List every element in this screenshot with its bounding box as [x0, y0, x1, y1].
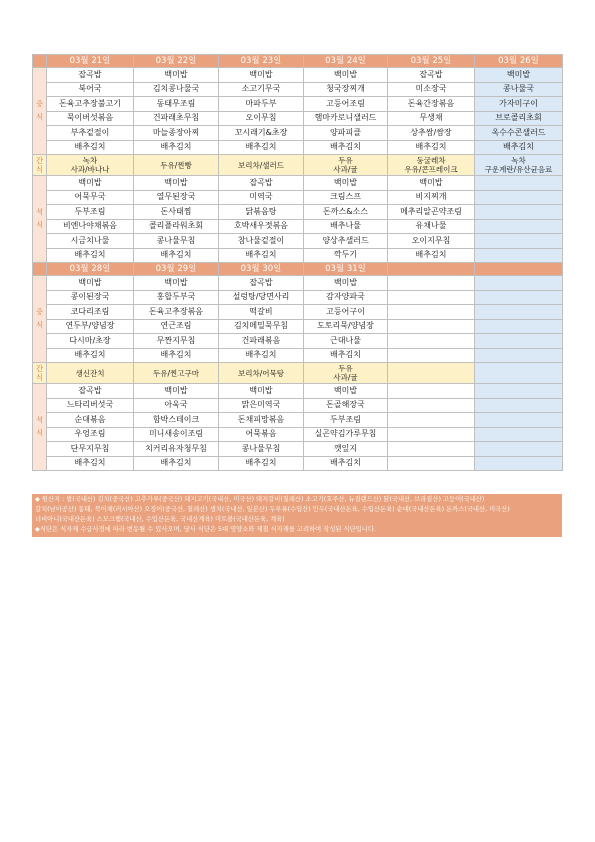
menu-item-cell: 두부조림: [47, 205, 134, 220]
menu-item-cell: 무짠지무침: [134, 334, 219, 349]
lunch-row: [33, 276, 563, 291]
menu-item-cell: 깻잎지: [304, 442, 388, 457]
dinner-label: 석식: [33, 384, 47, 471]
snack-line: 사과/귤: [333, 373, 358, 382]
snack-line: 두유/찐고구마: [153, 368, 199, 378]
menu-item-cell: 백미밥: [388, 176, 475, 191]
menu-item-cell: 배추김치: [304, 140, 388, 155]
menu-item-cell: [475, 190, 563, 205]
menu-item-cell: [475, 413, 563, 428]
weekly-meal-table: [32, 54, 563, 471]
menu-item-cell: [475, 348, 563, 363]
menu-item-cell: 콩이된장국: [47, 290, 134, 305]
menu-item-cell: 가자미구이: [475, 97, 563, 112]
menu-item-cell: [388, 290, 475, 305]
menu-item-cell: 상추쌈/쌈장: [388, 126, 475, 141]
date-header-cell: 03월 30일: [219, 263, 304, 276]
menu-item-cell: 미소장국: [388, 82, 475, 97]
snack-line: 녹차: [82, 156, 98, 165]
menu-item-cell: [388, 334, 475, 349]
menu-item-cell: 오이무침: [219, 111, 304, 126]
note-line: 너비아니(국내산돈육) 스모크햄(국내산, 수입산돈육, 국내산계육) 미트볼(국내산돈육, 계육): [35, 516, 285, 523]
snack-cell: [388, 363, 475, 384]
menu-item-cell: 치커리유자청무침: [134, 442, 219, 457]
header-corner-cell: [33, 55, 47, 68]
menu-item-cell: 배추김치: [134, 348, 219, 363]
note-line: 갈치(남아공산) 동태, 북어채(러시아산) 오징어(중국산, 칠레산) 생치(국내산, 일본산) 두부류(수입산) 만두(국내산돈육, 수입산돈육) 순대(국내산돈육) 돈까스(국내산, 미국산): [35, 506, 510, 513]
menu-item-cell: [475, 290, 563, 305]
menu-item-cell: [475, 384, 563, 399]
menu-item-cell: 김치콩나물국: [134, 82, 219, 97]
dinner-row: [33, 234, 563, 249]
menu-item-cell: [475, 234, 563, 249]
snack-line: 녹차: [511, 156, 526, 165]
lunch-row: [33, 97, 563, 112]
menu-item-cell: 다시마/초장: [47, 334, 134, 349]
menu-item-cell: 백미밥: [475, 68, 563, 83]
menu-item-cell: 고등어조림: [304, 97, 388, 112]
lunch-row: [33, 82, 563, 97]
note-line: ◆ 원산지 : 쌀(국내산) 김치(중국산) 고추가루(중국산) 돼지고기(국내산, 미국산) 돼지갈비(칠레산) 소고기(호주산, 뉴질랜드산) 닭(국내산, 브라질산) 고등어(국내산): [35, 496, 485, 503]
menu-item-cell: 시금치나물: [47, 234, 134, 249]
menu-item-cell: 콜리플라워초회: [134, 219, 219, 234]
menu-item-cell: 배추김치: [47, 456, 134, 471]
menu-item-cell: 깍두기: [304, 248, 388, 263]
lunch-row: [33, 348, 563, 363]
dinner-row: [33, 398, 563, 413]
menu-item-cell: 건파래초무침: [134, 111, 219, 126]
menu-item-cell: 백미밥: [219, 68, 304, 83]
menu-item-cell: [475, 398, 563, 413]
lunch-row: [33, 305, 563, 320]
menu-item-cell: 백미밥: [219, 384, 304, 399]
menu-item-cell: 도토리묵/양념장: [304, 319, 388, 334]
menu-item-cell: 양상추샐러드: [304, 234, 388, 249]
snack-row: [33, 363, 563, 384]
menu-item-cell: 유채나물: [388, 219, 475, 234]
menu-item-cell: 오이지무침: [388, 234, 475, 249]
menu-item-cell: 배추김치: [134, 248, 219, 263]
date-header-cell: 03월 29일: [134, 263, 219, 276]
origin-and-notice-box: [32, 494, 562, 537]
menu-item-cell: 김치메밀묵무침: [219, 319, 304, 334]
snack-cell: [47, 155, 134, 176]
snack-line: 두유: [338, 364, 353, 373]
snack-cell: [47, 363, 134, 384]
snack-line: 보리차/샐러드: [238, 160, 284, 170]
menu-item-cell: [388, 442, 475, 457]
menu-item-cell: 돈사태찜: [134, 205, 219, 220]
snack-cell: [219, 155, 304, 176]
menu-item-cell: 동태무조림: [134, 97, 219, 112]
lunch-row: [33, 68, 563, 83]
menu-item-cell: 배추김치: [134, 456, 219, 471]
dinner-row: [33, 176, 563, 191]
header-corner-cell: [33, 263, 47, 276]
snack-cell: [219, 363, 304, 384]
snack-cell: [475, 363, 563, 384]
menu-item-cell: 브로콜리초회: [475, 111, 563, 126]
menu-item-cell: 무생채: [388, 111, 475, 126]
menu-item-cell: [475, 427, 563, 442]
menu-item-cell: 두부조림: [304, 413, 388, 428]
snack-line: 사과/귤: [333, 165, 358, 174]
note-line: ◆식단은 식자재 수급사정에 따라 변동될 수 있사오며, 당사 식단은 5대 영양소와 제철 식자재를 고려하여 작성된 식단입니다.: [35, 526, 376, 533]
menu-item-cell: 순대볶음: [47, 413, 134, 428]
date-header-cell: 03월 22일: [134, 55, 219, 68]
date-header-cell: 03월 23일: [219, 55, 304, 68]
menu-item-cell: 근대나물: [304, 334, 388, 349]
lunch-label: 중식: [33, 276, 47, 363]
menu-item-cell: 느타리버섯국: [47, 398, 134, 413]
menu-item-cell: 고등어구이: [304, 305, 388, 320]
menu-item-cell: [475, 319, 563, 334]
lunch-row: [33, 334, 563, 349]
menu-item-cell: 배추김치: [47, 140, 134, 155]
menu-item-cell: 잡곡밥: [219, 276, 304, 291]
menu-item-cell: [475, 219, 563, 234]
snack-label: 간식: [33, 155, 47, 176]
menu-item-cell: 어묵볶음: [219, 427, 304, 442]
menu-item-cell: 콩나물국: [475, 82, 563, 97]
dinner-row: [33, 413, 563, 428]
snack-cell: [475, 155, 563, 176]
menu-item-cell: [388, 276, 475, 291]
menu-item-cell: 북어국: [47, 82, 134, 97]
snack-line: 우유/콘프레이크: [404, 165, 458, 174]
lunch-row: [33, 140, 563, 155]
menu-item-cell: 단무지무침: [47, 442, 134, 457]
menu-item-cell: 묵이버섯볶음: [47, 111, 134, 126]
dinner-row: [33, 384, 563, 399]
menu-item-cell: 백미밥: [134, 176, 219, 191]
menu-item-cell: [388, 456, 475, 471]
menu-item-cell: [475, 442, 563, 457]
menu-item-cell: [475, 248, 563, 263]
dinner-row: [33, 427, 563, 442]
menu-item-cell: 돈채피망볶음: [219, 413, 304, 428]
date-header-cell: 03월 28일: [47, 263, 134, 276]
dinner-row: [33, 248, 563, 263]
menu-item-cell: 백미밥: [134, 384, 219, 399]
snack-cell: [134, 363, 219, 384]
menu-item-cell: 떡갈비: [219, 305, 304, 320]
date-header-cell: [388, 263, 475, 276]
snack-cell: [304, 155, 388, 176]
menu-item-cell: 백미밥: [134, 276, 219, 291]
date-header-cell: 03월 31일: [304, 263, 388, 276]
menu-item-cell: 배추김치: [219, 140, 304, 155]
menu-item-cell: 배추김치: [388, 248, 475, 263]
menu-item-cell: [475, 305, 563, 320]
menu-item-cell: 배추김치: [304, 348, 388, 363]
menu-item-cell: 미니새송이조림: [134, 427, 219, 442]
menu-item-cell: 배추김치: [219, 456, 304, 471]
menu-item-cell: 배추김치: [47, 248, 134, 263]
menu-item-cell: 호박새우젓볶음: [219, 219, 304, 234]
menu-item-cell: [388, 348, 475, 363]
menu-item-cell: 돈육간장볶음: [388, 97, 475, 112]
dinner-label: 석식: [33, 176, 47, 263]
menu-item-cell: 실곤약김가루무침: [304, 427, 388, 442]
date-header-cell: 03월 25일: [388, 55, 475, 68]
menu-item-cell: [475, 334, 563, 349]
menu-item-cell: 배추나물: [304, 219, 388, 234]
menu-item-cell: 배추김치: [219, 348, 304, 363]
menu-item-cell: 메추리알곤약조림: [388, 205, 475, 220]
menu-item-cell: [388, 427, 475, 442]
date-header-cell: 03월 26일: [475, 55, 563, 68]
menu-item-cell: 열무된장국: [134, 190, 219, 205]
menu-item-cell: 아욱국: [134, 398, 219, 413]
dinner-row: [33, 205, 563, 220]
menu-item-cell: 배추김치: [47, 348, 134, 363]
menu-item-cell: 비지찌개: [388, 190, 475, 205]
menu-item-cell: 배추김치: [304, 456, 388, 471]
date-header-row: [33, 55, 563, 68]
lunch-label: 중식: [33, 68, 47, 155]
menu-item-cell: 콩나물무침: [219, 442, 304, 457]
menu-item-cell: 건파래볶음: [219, 334, 304, 349]
menu-item-cell: 비엔나야채볶음: [47, 219, 134, 234]
menu-item-cell: 돈육고추장불고기: [47, 97, 134, 112]
menu-item-cell: [388, 398, 475, 413]
menu-item-cell: 배추김치: [219, 248, 304, 263]
menu-item-cell: 어묵무국: [47, 190, 134, 205]
menu-item-cell: [475, 205, 563, 220]
snack-cell: [388, 155, 475, 176]
menu-item-cell: [388, 384, 475, 399]
menu-item-cell: [388, 413, 475, 428]
menu-item-cell: 홍합두부국: [134, 290, 219, 305]
date-header-cell: [475, 263, 563, 276]
menu-item-cell: 크림스프: [304, 190, 388, 205]
menu-item-cell: 배추김치: [475, 140, 563, 155]
dinner-row: [33, 442, 563, 457]
snack-line: 사과/바나나: [70, 165, 110, 174]
snack-line: 둥굴레차: [416, 156, 446, 165]
menu-item-cell: 연두부/양념장: [47, 319, 134, 334]
dinner-row: [33, 190, 563, 205]
lunch-row: [33, 126, 563, 141]
menu-item-cell: 감자양파국: [304, 290, 388, 305]
snack-cell: [304, 363, 388, 384]
snack-line: 구운계란/유산균음료: [484, 165, 553, 174]
snack-line: 생신잔치: [75, 368, 105, 378]
menu-item-cell: 돈까스&소스: [304, 205, 388, 220]
menu-item-cell: 미역국: [219, 190, 304, 205]
menu-item-cell: [388, 305, 475, 320]
menu-item-cell: 함박스테이크: [134, 413, 219, 428]
lunch-row: [33, 290, 563, 305]
menu-item-cell: 마늘종장아찌: [134, 126, 219, 141]
date-header-cell: 03월 21일: [47, 55, 134, 68]
snack-line: 두유/찐빵: [160, 160, 192, 170]
menu-item-cell: [475, 456, 563, 471]
menu-item-cell: 돈육고추장볶음: [134, 305, 219, 320]
dinner-row: [33, 219, 563, 234]
menu-item-cell: 백미밥: [304, 276, 388, 291]
menu-item-cell: 돈골해장국: [304, 398, 388, 413]
menu-item-cell: 잡곡밥: [47, 68, 134, 83]
menu-item-cell: 백미밥: [304, 68, 388, 83]
menu-item-cell: 설렁탕/당면사리: [219, 290, 304, 305]
lunch-row: [33, 111, 563, 126]
snack-label: 간식: [33, 363, 47, 384]
snack-row: [33, 155, 563, 176]
menu-item-cell: 부추겉절이: [47, 126, 134, 141]
menu-item-cell: 청국장찌개: [304, 82, 388, 97]
menu-item-cell: 햄마카로니샐러드: [304, 111, 388, 126]
menu-item-cell: 백미밥: [47, 276, 134, 291]
menu-item-cell: 백미밥: [304, 176, 388, 191]
menu-item-cell: 우엉조림: [47, 427, 134, 442]
dinner-row: [33, 456, 563, 471]
menu-item-cell: 양파피클: [304, 126, 388, 141]
snack-line: 보리차/어묵탕: [238, 368, 284, 378]
menu-item-cell: 코다리조림: [47, 305, 134, 320]
menu-item-cell: 배추김치: [388, 140, 475, 155]
lunch-row: [33, 319, 563, 334]
menu-item-cell: 연근조림: [134, 319, 219, 334]
menu-item-cell: 마파두부: [219, 97, 304, 112]
menu-item-cell: 맑은미역국: [219, 398, 304, 413]
menu-item-cell: [388, 319, 475, 334]
date-header-row: [33, 263, 563, 276]
menu-item-cell: 닭볶음탕: [219, 205, 304, 220]
menu-item-cell: [475, 176, 563, 191]
menu-item-cell: 꼬시래기&초장: [219, 126, 304, 141]
menu-item-cell: 백미밥: [47, 176, 134, 191]
menu-item-cell: 소고기무국: [219, 82, 304, 97]
menu-item-cell: 잡곡밥: [47, 384, 134, 399]
date-header-cell: 03월 24일: [304, 55, 388, 68]
menu-item-cell: 옥수수콘샐러드: [475, 126, 563, 141]
menu-item-cell: 백미밥: [304, 384, 388, 399]
menu-item-cell: 콩나물무침: [134, 234, 219, 249]
snack-line: 두유: [338, 156, 353, 165]
snack-cell: [134, 155, 219, 176]
menu-item-cell: 백미밥: [134, 68, 219, 83]
menu-item-cell: 배추김치: [134, 140, 219, 155]
menu-item-cell: 잡곡밥: [388, 68, 475, 83]
menu-item-cell: 참나물겉절이: [219, 234, 304, 249]
menu-item-cell: [475, 276, 563, 291]
menu-item-cell: 잡곡밥: [219, 176, 304, 191]
